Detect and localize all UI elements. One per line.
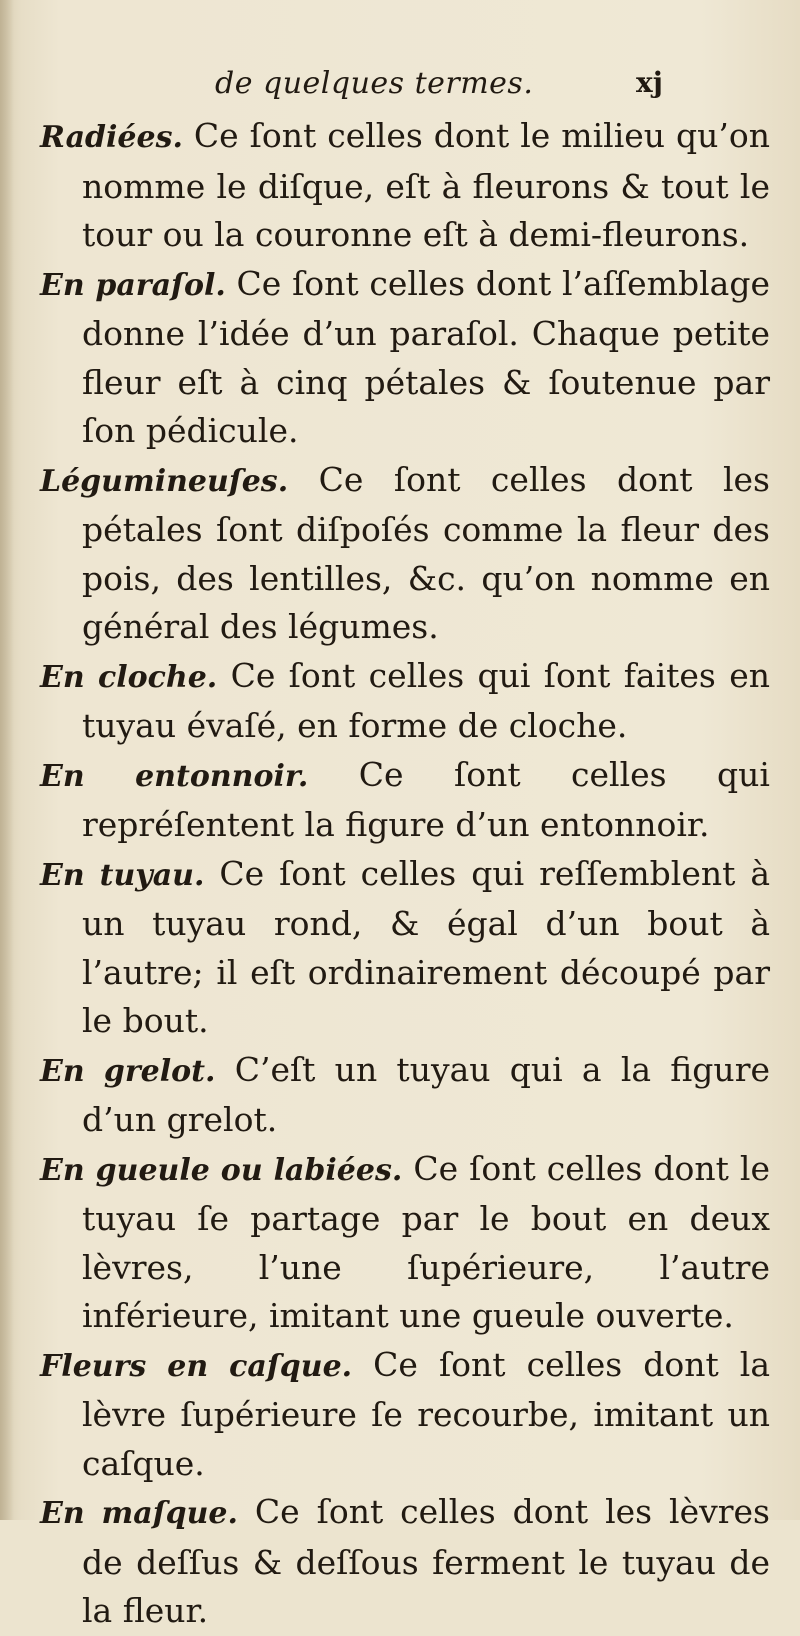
entry-term: En tuyau.: [40, 857, 205, 893]
entry-definition: Ce ſont celles dont la lèvre ſupérieure ſe recourbe, imitant un caſque.: [82, 1344, 770, 1483]
entry-term: En grelot.: [40, 1053, 216, 1089]
entry-term: Fleurs en caſque.: [40, 1348, 353, 1384]
glossary-entry: [40, 260, 770, 456]
entry-definition: Ce ſont celles qui reſſemblent à un tuyau rond, & égal d’un bout à l’autre; il eſt ordinairement découpé par le bout.: [82, 853, 770, 1040]
glossary-entry: [40, 1341, 770, 1489]
page-header: [0, 66, 800, 110]
glossary-entry: [40, 1046, 770, 1145]
entry-definition: Ce ſont celles dont les pétales ſont diſpoſés comme la fleur des pois, des lentilles, &c. qu’on nomme en général des légumes.: [82, 459, 770, 646]
entry-term: En cloche.: [40, 659, 218, 695]
entry-term: Radiées.: [40, 120, 183, 155]
glossary-entry: [40, 850, 770, 1046]
glossary-entry: [40, 456, 770, 652]
entry-definition: Ce ſont celles dont les lèvres de deſſus & deſſous ferment le tuyau de la fleur.: [82, 1492, 770, 1630]
glossary-entry: [40, 112, 770, 260]
glossary-text: [40, 112, 770, 1636]
entry-definition: Ce ſont celles qui ſont faites en tuyau évaſé, en forme de cloche.: [82, 655, 770, 745]
entry-term: En entonnoir.: [40, 758, 309, 794]
entry-definition: Ce ſont celles qui repréſentent la figure d’un entonnoir.: [82, 754, 770, 844]
glossary-entry: [40, 751, 770, 850]
entry-term: Légumineuſes.: [40, 463, 289, 499]
entry-term: En maſque.: [40, 1496, 238, 1531]
entry-definition: Ce ſont celles dont le tuyau ſe partage par le bout en deux lèvres, l’une ſupérieure, l’autre inférieure, imitant une gueule ouverte.: [82, 1148, 771, 1335]
glossary-entry: [40, 652, 770, 751]
gutter-shadow: [0, 0, 14, 1520]
entry-term: En gueule ou labiées.: [40, 1152, 403, 1188]
page-number: xj: [636, 66, 663, 99]
entry-definition: C’eſt un tuyau qui a la figure d’un grelot.: [82, 1049, 770, 1139]
glossary-entry: [40, 1145, 770, 1341]
running-head: de quelques termes.: [215, 66, 534, 101]
glossary-entry: [40, 1488, 770, 1636]
entry-definition: Ce ſont celles dont le milieu qu’on nomme le diſque, eſt à fleurons & tout le tour ou la couronne eſt à demi-fleurons.: [82, 116, 770, 254]
entry-term: En paraſol.: [40, 267, 226, 303]
entry-definition: Ce ſont celles dont l’aſſemblage donne l’idée d’un paraſol. Chaque petite fleur eſt à cinq pétales & ſoutenue par ſon pédicule.: [82, 263, 770, 450]
